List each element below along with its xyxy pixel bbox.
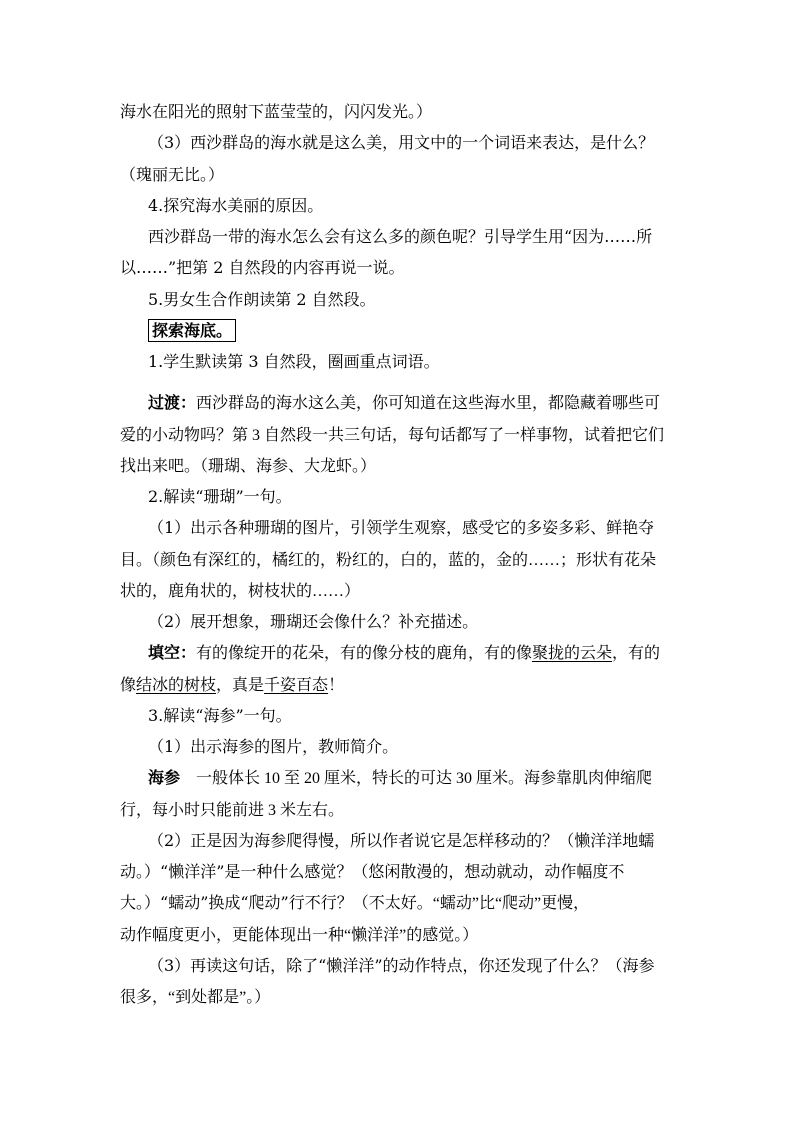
step-heading — [120, 284, 670, 315]
body-text: （1）出示各种珊瑚的图片，引领学生观察，感受它的多姿多彩、鲜艳夺 — [148, 518, 655, 538]
answer-text: 状的，鹿角状的，树枝状的……） — [120, 582, 361, 600]
answer-text: 大。） — [120, 895, 161, 913]
answer-text: 动。） — [120, 864, 161, 881]
answer-text: （海参 — [606, 957, 655, 975]
text-line — [120, 159, 670, 190]
underlined-answer: 聚拢的云朵 — [532, 645, 613, 663]
text-line — [120, 419, 670, 450]
question-text: （2）正是因为海参爬得慢，所以作者说它是怎样移动的？ — [148, 830, 559, 850]
transition-text: 爱的小动物吗？第 3 自然段一共三句话，每句话都写了一样事物，试着把它们 — [120, 426, 665, 444]
text-line — [120, 731, 670, 762]
text-line — [120, 575, 670, 606]
question-text: （3）西沙群岛的海水就是这么美，用文中的一个词语来表达，是什么？ — [148, 133, 655, 153]
lesson-plan-body — [120, 96, 670, 1012]
step-text: 2.解读“珊瑚”一句。 — [148, 487, 292, 506]
fill-blank-label: 填空： — [148, 643, 197, 663]
answer-text: 很多，“到处都是”。） — [120, 989, 271, 1006]
answer-text: 动作幅度更小，更能体现出一种“懒洋洋”的感觉。） — [120, 926, 479, 944]
transition-text: 西沙群岛的海水这么美，你可知道在这些海水里，都隐藏着哪些可 — [196, 395, 661, 413]
text-line — [120, 637, 670, 668]
section-heading — [120, 315, 670, 346]
text-line — [120, 127, 670, 158]
fill-blank-text: ，真是 — [216, 676, 265, 694]
answer-text: （懒洋洋地蠕 — [558, 832, 655, 850]
term-description: 一般体长 10 至 20 厘米，特长的可达 30 厘米。海参靠肌肉伸缩爬 — [180, 770, 653, 788]
answer-text: （不太好。“蠕动”比“爬动”更慢， — [352, 895, 590, 913]
step-heading — [120, 700, 670, 731]
text-line — [120, 669, 670, 700]
text-line — [120, 887, 670, 918]
step-heading — [120, 481, 670, 512]
text-line — [120, 387, 670, 418]
body-text: （2）展开想象，珊瑚还会像什么？补充描述。 — [148, 612, 479, 631]
text-line — [120, 606, 670, 637]
body-text: 西沙群岛一带的海水怎么会有这么多的颜色呢？引导学生用“因为……所 — [148, 227, 653, 246]
step-text: 3.解读“海参”一句。 — [148, 705, 292, 725]
fill-blank-text: 有的像绽开的花朵，有的像分枝的鹿角，有的像 — [196, 645, 533, 663]
text-line — [120, 794, 670, 825]
term-label: 海参 — [148, 768, 181, 788]
step-text: 5.男女生合作朗读第 2 自然段。 — [148, 289, 376, 309]
text-line — [120, 981, 670, 1012]
text-line — [120, 762, 670, 793]
text-line — [120, 825, 670, 856]
body-text: 以……”把第 2 自然段的内容再说一说。 — [120, 258, 405, 278]
transition-text: 找出来吧。（珊瑚、海参、大龙虾。） — [120, 457, 377, 475]
text-line — [120, 919, 670, 950]
answer-text: （悠闲散漫的，想动就动，动作幅度不 — [352, 864, 625, 881]
answer-text: （颜色有深红的，橘红的，粉红的，白的，蓝的，金的……；形状有花朵 — [152, 551, 657, 569]
fill-blank-text: 像 — [120, 676, 137, 694]
text-line — [120, 512, 670, 543]
step-heading — [120, 190, 670, 221]
question-text: （3）再读这句话，除了“懒洋洋”的动作特点，你还发现了什么？ — [148, 955, 607, 975]
text-line — [120, 252, 670, 283]
body-text: （1）出示海参的图片，教师简介。 — [148, 737, 399, 756]
text-line — [120, 450, 670, 481]
answer-text: （瑰丽无比。） — [120, 166, 225, 184]
fill-blank-text: ！ — [328, 676, 345, 694]
term-description: 行，每小时只能前进 3 米左右。 — [120, 801, 345, 819]
text-line — [120, 950, 670, 981]
text-line — [120, 544, 670, 575]
question-text: “懒洋洋”是一种什么感觉？ — [160, 862, 353, 881]
section-heading-box: 探索海底。 — [148, 319, 236, 342]
answer-text: 海水在阳光的照射下蓝莹莹的，闪闪发光。） — [120, 104, 433, 121]
fill-blank-text: ，有的 — [612, 645, 661, 663]
underlined-answer: 结冰的树枝 — [136, 676, 217, 694]
question-text: “蠕动”换成“爬动”行不行？ — [160, 893, 353, 913]
text-line — [120, 221, 670, 252]
text-line — [120, 856, 670, 887]
step-heading — [120, 346, 670, 377]
step-text: 1.学生默读第 3 自然段，圈画重点词语。 — [148, 352, 440, 371]
body-text: 目。 — [120, 549, 153, 569]
text-line — [120, 96, 670, 127]
step-text: 4.探究海水美丽的原因。 — [148, 195, 324, 215]
underlined-answer: 千姿百态 — [264, 676, 329, 694]
transition-label: 过渡： — [148, 395, 197, 413]
